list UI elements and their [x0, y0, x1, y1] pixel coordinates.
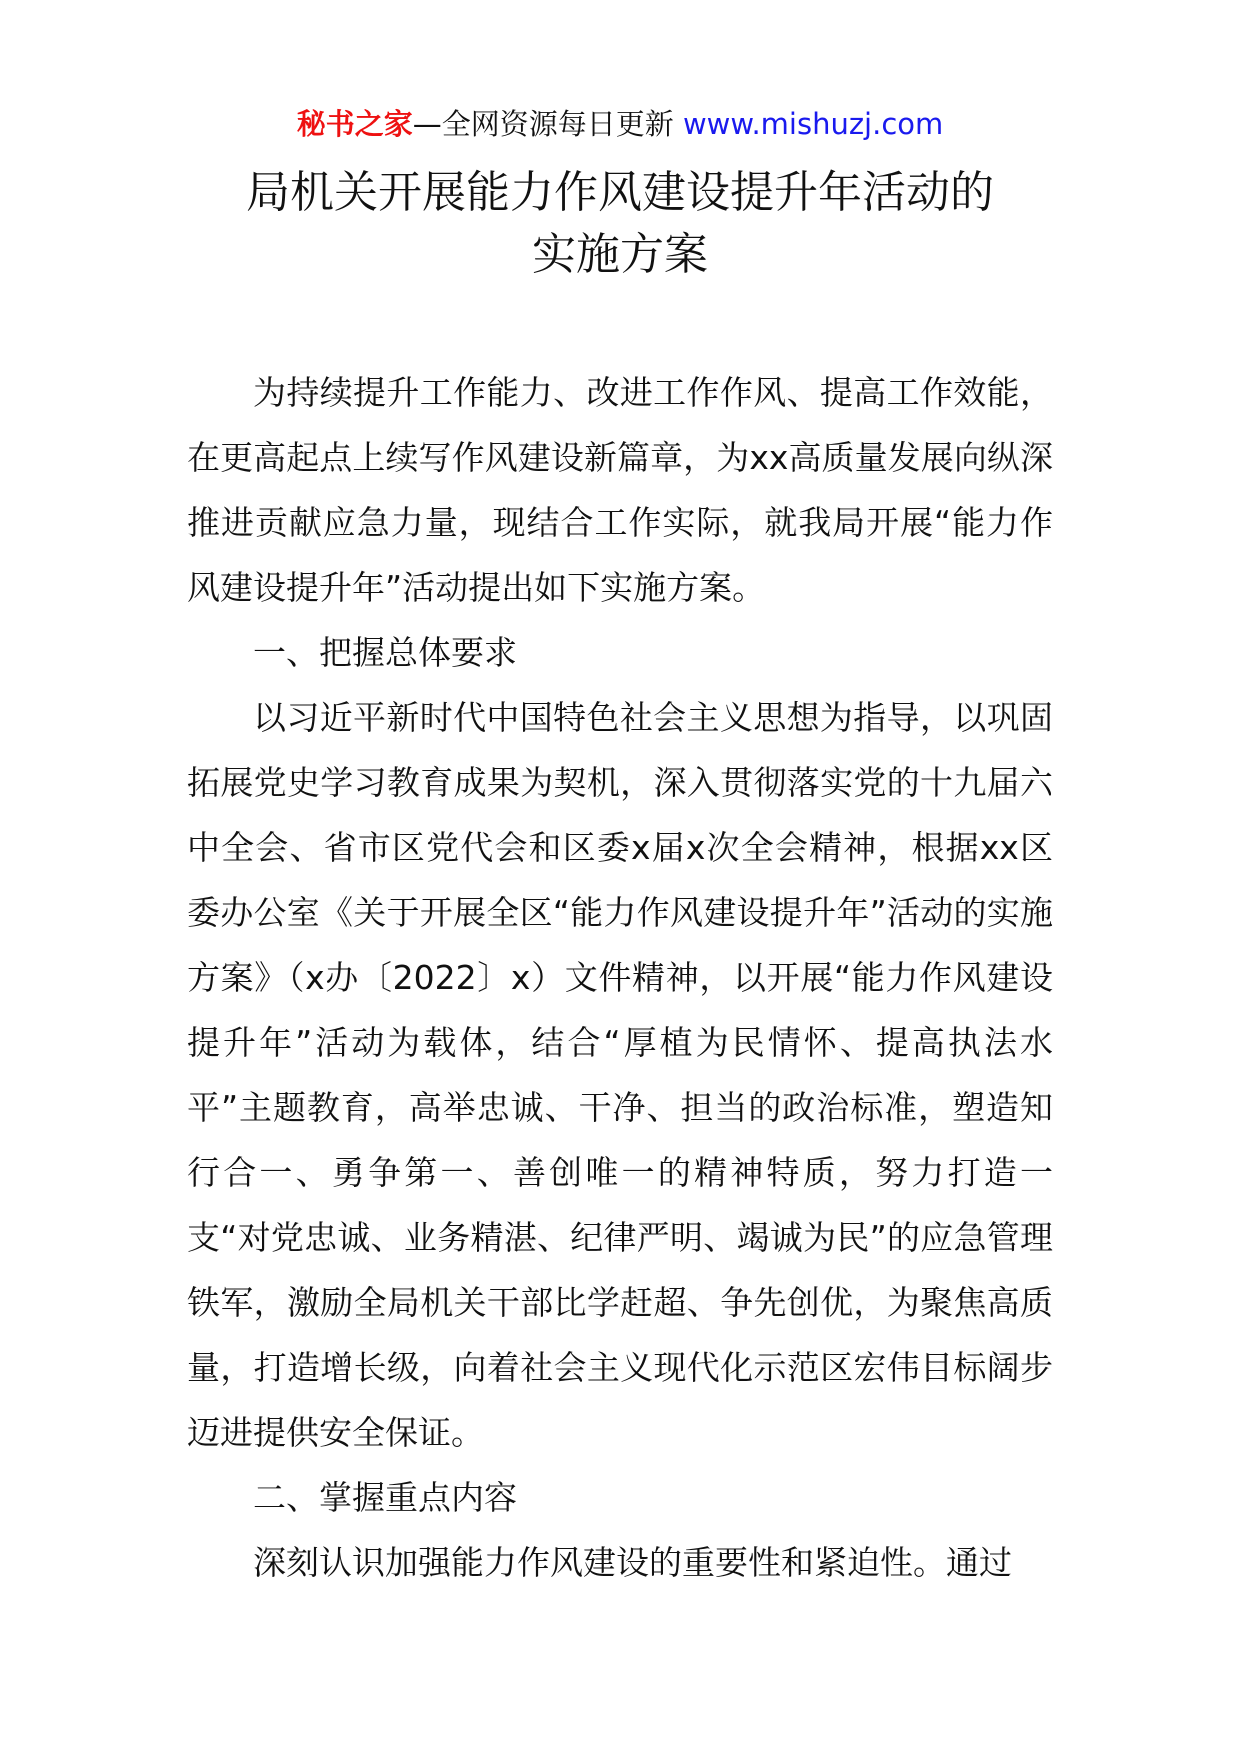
section-2-paragraph: 深刻认识加强能力作风建设的重要性和紧迫性。通过 [253, 1543, 1012, 1582]
watermark-header [0, 104, 1240, 144]
site-url-link[interactable]: www.mishuzj.com [682, 107, 944, 141]
section-1-paragraph: 以习近平新时代中国特色社会主义思想为指导，以巩固拓展党史学习教育成果为契机，深入贯彻落实党的十九届六中全会、省市区党代会和区委x届x次全会精神，根据xx区委办公室《关于开展全区“能力作风建设提升年”活动的实施方案》（x办〔2022〕x）文件精神，以开展“能力作风建设提升年”活动为载体，结合“厚植为民情怀、提高执法水平”主题教育，高举忠诚、干净、担当的政治标准，塑造知行合一、勇争第一、善创唯一的精神特质，努力打造一支“对党忠诚、业务精湛、纪律严明、竭诚为民”的应急管理铁军，激励全局机关干部比学赶超、争先创优，为聚焦高质量，打造增长级，向着社会主义现代化示范区宏伟目标阔步迈进提供安全保证。 [187, 698, 1053, 1452]
title-line-2: 实施方案 [532, 229, 708, 280]
document-body [187, 360, 1053, 1595]
intro-paragraph: 为持续提升工作能力、改进工作作风、提高工作效能，在更高起点上续写作风建设新篇章，为xx高质量发展向纵深推进贡献应急力量，现结合工作实际，就我局开展“能力作风建设提升年”活动提出如下实施方案。 [187, 373, 1053, 607]
title-line-1: 局机关开展能力作风建设提升年活动的 [246, 167, 994, 218]
document-title [0, 162, 1240, 286]
section-heading-2: 二、掌握重点内容 [253, 1478, 517, 1517]
section-heading-1: 一、把握总体要求 [253, 633, 517, 672]
header-tagline: —全网资源每日更新 [412, 107, 683, 141]
brand-name: 秘书之家 [296, 107, 413, 141]
